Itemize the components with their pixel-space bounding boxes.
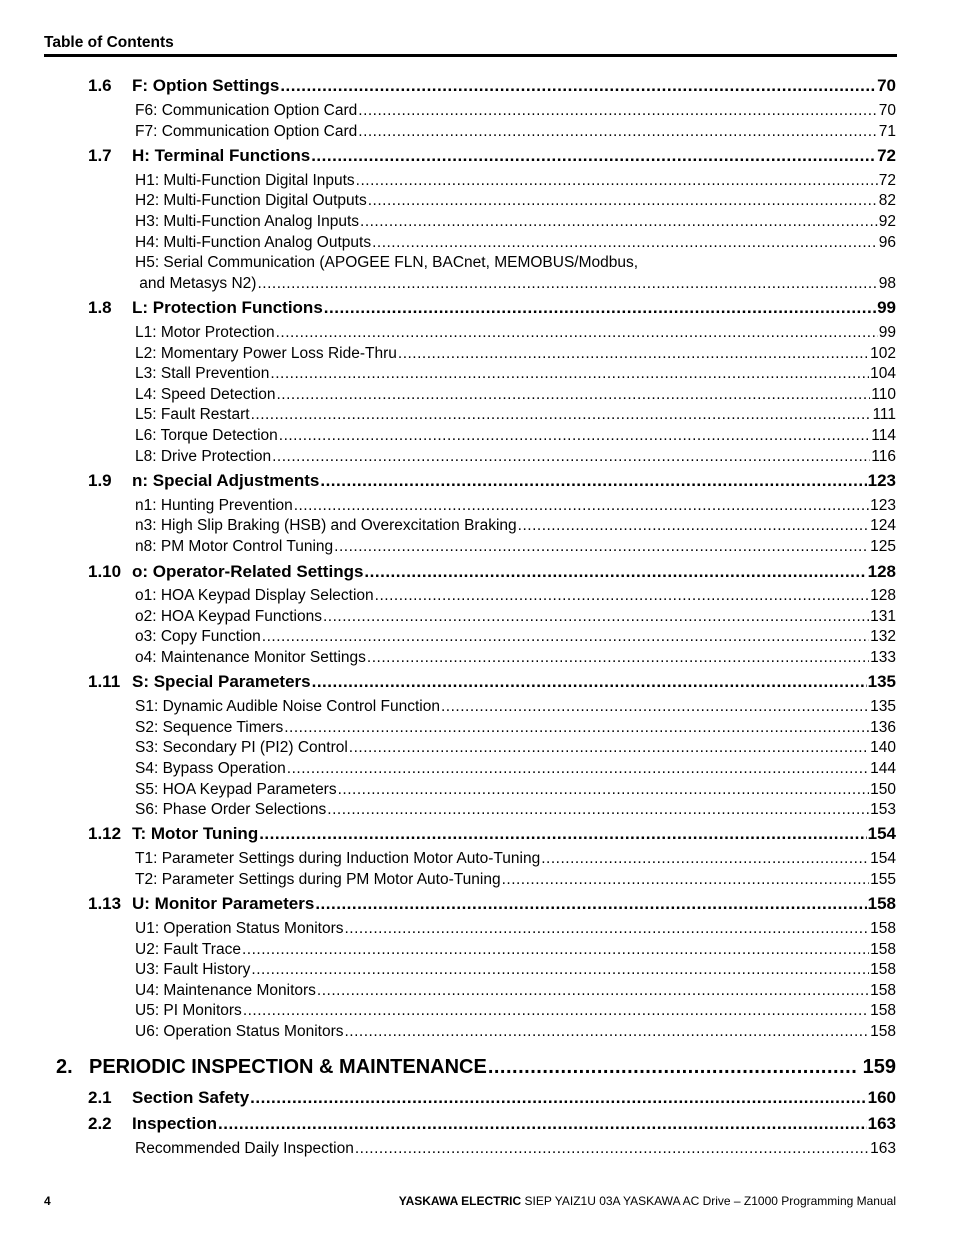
- toc-section-1-13[interactable]: [88, 894, 896, 914]
- page-number: 92: [878, 213, 896, 230]
- page-number: 123: [867, 471, 896, 490]
- page-number: 136: [870, 719, 896, 736]
- section-title: S: Special Parameters: [132, 672, 311, 691]
- dot-leader: [488, 1056, 856, 1079]
- toc-entry[interactable]: [135, 850, 896, 868]
- entry-title: S3: Secondary PI (PI2) Control: [135, 739, 348, 756]
- page-number: 104: [870, 365, 896, 382]
- dot-leader: [323, 608, 869, 626]
- page-number: 163: [870, 1140, 896, 1157]
- entry-title: n3: High Slip Braking (HSB) and Overexcitation Braking: [135, 517, 517, 534]
- toc-entry[interactable]: [135, 172, 896, 190]
- section-number: 1.10: [88, 562, 122, 581]
- toc-entry[interactable]: [135, 448, 896, 466]
- toc-section-1-8[interactable]: [88, 298, 896, 318]
- dot-leader: [279, 427, 871, 445]
- dot-leader: [257, 275, 877, 293]
- entry-title: L4: Speed Detection: [135, 386, 276, 403]
- dot-leader: [251, 961, 869, 979]
- dot-leader: [311, 146, 876, 166]
- dot-leader: [218, 1114, 867, 1134]
- entry-title: o1: HOA Keypad Display Selection: [135, 587, 374, 604]
- section-number: 1.6: [88, 76, 112, 95]
- entry-title: L1: Motor Protection: [135, 324, 275, 341]
- dot-leader: [272, 448, 870, 466]
- dot-leader: [243, 1002, 869, 1020]
- section-title: T: Motor Tuning: [132, 824, 259, 843]
- dot-leader: [398, 345, 869, 363]
- toc-section-1-12[interactable]: [88, 824, 896, 844]
- page-number: 158: [870, 1023, 896, 1040]
- entry-title: H2: Multi-Function Digital Outputs: [135, 192, 367, 209]
- section-number: 1.12: [88, 824, 122, 843]
- dot-leader: [287, 760, 869, 778]
- chapter-title: PERIODIC INSPECTION & MAINTENANCE: [89, 1056, 487, 1078]
- section-number: 1.9: [88, 471, 112, 490]
- page-number: 125: [870, 538, 896, 555]
- dot-leader: [372, 234, 878, 252]
- entry-title: S4: Bypass Operation: [135, 760, 286, 777]
- dot-leader: [280, 76, 876, 96]
- toc-entry[interactable]: [135, 406, 896, 424]
- page-number: 70: [878, 102, 896, 119]
- dot-leader: [518, 517, 869, 535]
- toc-entry[interactable]: [135, 234, 896, 252]
- page-number: 99: [877, 298, 896, 317]
- page-number: 111: [872, 406, 896, 423]
- entry-title: H3: Multi-Function Analog Inputs: [135, 213, 360, 230]
- entry-title: Recommended Daily Inspection: [135, 1140, 354, 1157]
- dot-leader: [358, 123, 877, 141]
- page-number: 72: [877, 146, 896, 165]
- page-number: 123: [870, 497, 896, 514]
- page-number: 96: [878, 234, 896, 251]
- entry-title: H1: Multi-Function Digital Inputs: [135, 172, 355, 189]
- page-number: 128: [870, 587, 896, 604]
- page-number: 110: [871, 386, 896, 403]
- footer-page-number: 4: [44, 1194, 51, 1208]
- entry-title: L2: Momentary Power Loss Ride-Thru: [135, 345, 397, 362]
- dot-leader: [368, 192, 878, 210]
- entry-title: L8: Drive Protection: [135, 448, 272, 465]
- toc-entry[interactable]: [135, 961, 896, 979]
- entry-title: S5: HOA Keypad Parameters: [135, 781, 337, 798]
- dot-leader: [270, 365, 869, 383]
- page-number: 154: [867, 824, 896, 843]
- toc-section-1-9[interactable]: [88, 471, 896, 491]
- entry-title: F6: Communication Option Card: [135, 102, 358, 119]
- toc-entry[interactable]: [135, 123, 896, 141]
- dot-leader: [242, 941, 869, 959]
- section-number: 1.13: [88, 894, 122, 913]
- entry-title: n8: PM Motor Control Tuning: [135, 538, 334, 555]
- entry-title: H4: Multi-Function Analog Outputs: [135, 234, 372, 251]
- toc-entry[interactable]: [135, 275, 896, 293]
- entry-title: S6: Phase Order Selections: [135, 801, 327, 818]
- page-number: 158: [870, 1002, 896, 1019]
- toc-section-1-6[interactable]: [88, 76, 896, 96]
- dot-leader: [541, 850, 869, 868]
- page-number: 131: [870, 608, 896, 625]
- dot-leader: [276, 386, 870, 404]
- page-number: 163: [867, 1114, 896, 1133]
- dot-leader: [324, 298, 876, 318]
- entry-title: T2: Parameter Settings during PM Motor Auto-Tuning: [135, 871, 501, 888]
- toc-entry[interactable]: [135, 739, 896, 757]
- toc-entry[interactable]: [135, 698, 896, 716]
- page-number: 133: [870, 649, 896, 666]
- page-number: 124: [870, 517, 896, 534]
- section-title: Inspection: [132, 1114, 218, 1133]
- page-number: 114: [871, 427, 896, 444]
- toc-entry[interactable]: [135, 192, 896, 210]
- entry-title: o2: HOA Keypad Functions: [135, 608, 322, 625]
- toc-entry-title-line[interactable]: H5: Serial Communication (APOGEE FLN, BACnet, MEMOBUS/Modbus,: [135, 254, 639, 271]
- section-number: 1.11: [88, 672, 121, 691]
- toc-entry[interactable]: [135, 781, 896, 799]
- section-number: 2.1: [88, 1088, 112, 1107]
- toc-entry[interactable]: [135, 982, 896, 1000]
- page-number: 135: [870, 698, 896, 715]
- toc-section-2-1[interactable]: [88, 1088, 896, 1108]
- entry-title: o4: Maintenance Monitor Settings: [135, 649, 366, 666]
- page-number: 99: [878, 324, 896, 341]
- page-number: 155: [870, 871, 896, 888]
- dot-leader: [441, 698, 869, 716]
- dot-leader: [360, 213, 878, 231]
- page-number: 150: [870, 781, 896, 798]
- entry-title: T1: Parameter Settings during Induction Motor Auto-Tuning: [135, 850, 541, 867]
- entry-title: S1: Dynamic Audible Noise Control Function: [135, 698, 440, 715]
- page-number: 82: [878, 192, 896, 209]
- page-number: 135: [867, 672, 896, 691]
- page-number: 70: [877, 76, 896, 95]
- page-number: 154: [870, 850, 896, 867]
- toc-section-1-7[interactable]: [88, 146, 896, 166]
- dot-leader: [375, 587, 869, 605]
- toc-entry[interactable]: [135, 102, 896, 120]
- section-title: L: Protection Functions: [132, 298, 323, 317]
- toc-entry[interactable]: [135, 760, 896, 778]
- entry-title: o3: Copy Function: [135, 628, 261, 645]
- dot-leader: [259, 824, 866, 844]
- toc-entry[interactable]: [135, 628, 896, 646]
- section-title: o: Operator-Related Settings: [132, 562, 364, 581]
- toc-entry[interactable]: [135, 920, 896, 938]
- entry-title: L5: Fault Restart: [135, 406, 250, 423]
- toc-section-2-2[interactable]: [88, 1114, 896, 1134]
- page-number: 116: [871, 448, 896, 465]
- section-title: F: Option Settings: [132, 76, 280, 95]
- dot-leader: [345, 920, 870, 938]
- dot-leader: [262, 628, 869, 646]
- toc-entry[interactable]: [135, 213, 896, 231]
- toc-chapter-2[interactable]: [56, 1056, 896, 1079]
- toc-section-1-10[interactable]: [88, 562, 896, 582]
- toc-entry[interactable]: [135, 497, 896, 515]
- dot-leader: [327, 801, 869, 819]
- page-number: 72: [878, 172, 896, 189]
- section-number: 1.8: [88, 298, 112, 317]
- section-title: Section Safety: [132, 1088, 250, 1107]
- toc-entry[interactable]: [135, 801, 896, 819]
- toc-entry[interactable]: [135, 386, 896, 404]
- page-number: 158: [870, 920, 896, 937]
- page-number: 128: [867, 562, 896, 581]
- page-number: 140: [870, 739, 896, 756]
- entry-title: U3: Fault History: [135, 961, 251, 978]
- entry-title: U4: Maintenance Monitors: [135, 982, 316, 999]
- page-number: 159: [857, 1056, 896, 1078]
- section-number: 2.2: [88, 1114, 112, 1133]
- toc-entry[interactable]: [135, 538, 896, 556]
- toc-entry[interactable]: [135, 649, 896, 667]
- section-title: H: Terminal Functions: [132, 146, 311, 165]
- dot-leader: [355, 1140, 869, 1158]
- entry-title: L3: Stall Prevention: [135, 365, 270, 382]
- entry-title: U2: Fault Trace: [135, 941, 241, 958]
- toc-entry[interactable]: [135, 365, 896, 383]
- toc-entry[interactable]: [135, 517, 896, 535]
- dot-leader: [317, 982, 869, 1000]
- dot-leader: [338, 781, 870, 799]
- dot-leader: [276, 324, 878, 342]
- dot-leader: [251, 406, 872, 424]
- section-number: 1.7: [88, 146, 112, 165]
- toc-entry[interactable]: [135, 427, 896, 445]
- toc-entry[interactable]: [135, 345, 896, 363]
- entry-title: U6: Operation Status Monitors: [135, 1023, 344, 1040]
- dot-leader: [312, 672, 867, 692]
- dot-leader: [358, 102, 877, 120]
- footer-brand: YASKAWA ELECTRIC: [398, 1194, 522, 1208]
- toc-entry[interactable]: [135, 941, 896, 959]
- page-number: 153: [870, 801, 896, 818]
- header-divider: [44, 54, 897, 57]
- dot-leader: [284, 719, 869, 737]
- page-header-title: Table of Contents: [44, 34, 174, 51]
- section-title: U: Monitor Parameters: [132, 894, 315, 913]
- dot-leader: [356, 172, 878, 190]
- footer-doc-title: SIEP YAIZ1U 03A YASKAWA AC Drive – Z1000 Programming Manual: [521, 1194, 896, 1208]
- page-number: 158: [870, 941, 896, 958]
- section-title: n: Special Adjustments: [132, 471, 320, 490]
- page-number: 160: [867, 1088, 896, 1107]
- toc-section-1-11[interactable]: [88, 672, 896, 692]
- entry-title: S2: Sequence Timers: [135, 719, 284, 736]
- page-number: 158: [870, 961, 896, 978]
- entry-title: and Metasys N2): [135, 275, 257, 292]
- toc-entry[interactable]: [135, 871, 896, 889]
- page-number: 158: [867, 894, 896, 913]
- toc-entry[interactable]: [135, 324, 896, 342]
- page-number: 158: [870, 982, 896, 999]
- entry-title: U1: Operation Status Monitors: [135, 920, 344, 937]
- page-number: 71: [878, 123, 896, 140]
- dot-leader: [502, 871, 870, 889]
- dot-leader: [320, 471, 866, 491]
- page-number: 132: [870, 628, 896, 645]
- entry-title: L6: Torque Detection: [135, 427, 278, 444]
- entry-title: F7: Communication Option Card: [135, 123, 358, 140]
- dot-leader: [367, 649, 869, 667]
- dot-leader: [349, 739, 869, 757]
- page-number: 102: [870, 345, 896, 362]
- entry-title: U5: PI Monitors: [135, 1002, 242, 1019]
- toc-entry[interactable]: [135, 719, 896, 737]
- dot-leader: [315, 894, 866, 914]
- footer-document-info: [399, 1194, 896, 1208]
- toc-entry[interactable]: [135, 608, 896, 626]
- dot-leader: [334, 538, 869, 556]
- chapter-number: 2.: [56, 1056, 73, 1078]
- dot-leader: [345, 1023, 870, 1041]
- entry-title: n1: Hunting Prevention: [135, 497, 293, 514]
- toc-entry[interactable]: [135, 1140, 896, 1158]
- dot-leader: [364, 562, 866, 582]
- toc-entry[interactable]: [135, 1002, 896, 1020]
- toc-entry[interactable]: [135, 587, 896, 605]
- page-number: 144: [870, 760, 896, 777]
- dot-leader: [250, 1088, 866, 1108]
- toc-entry[interactable]: [135, 1023, 896, 1041]
- page-number: 98: [878, 275, 896, 292]
- dot-leader: [294, 497, 869, 515]
